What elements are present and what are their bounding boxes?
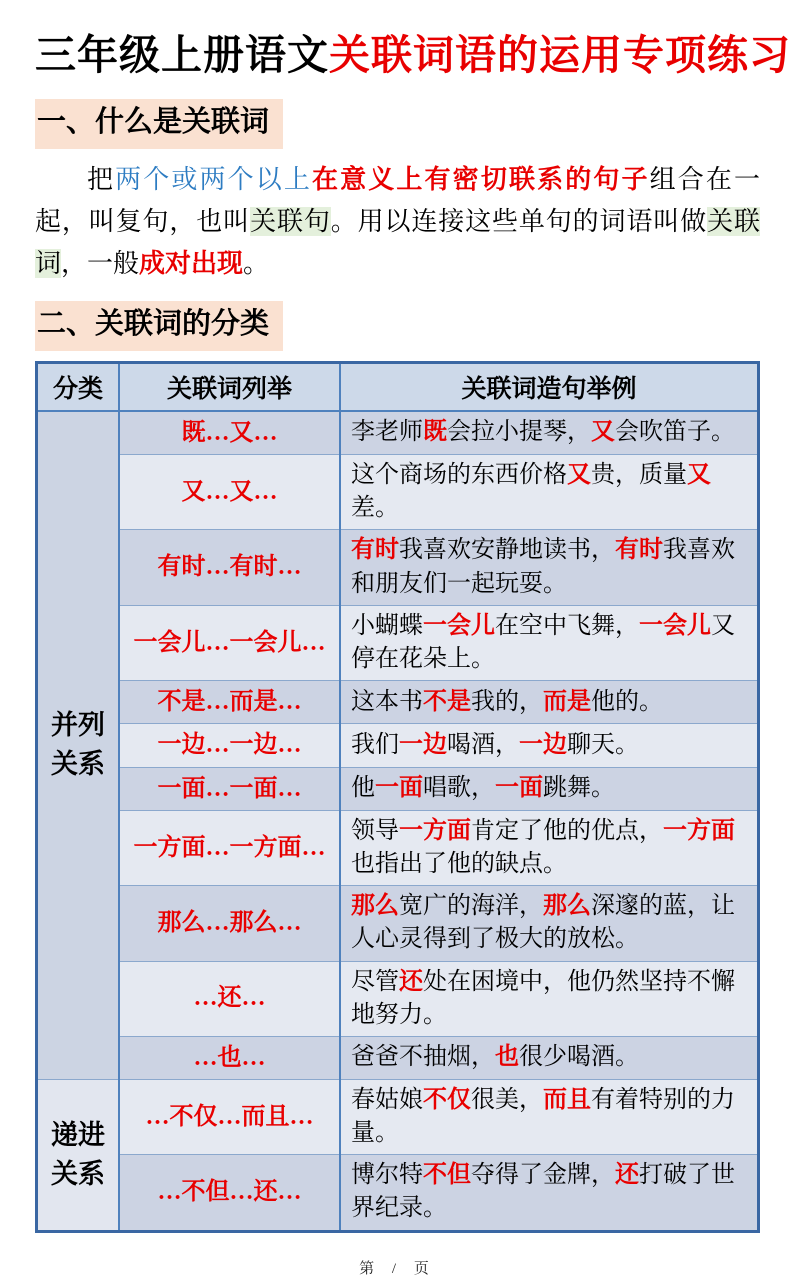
- header-example: 关联词造句举例: [340, 362, 759, 411]
- text-run: 贵，质量: [591, 462, 687, 489]
- text-run: 我喜欢安静地读书，: [399, 537, 615, 564]
- conjunction-cell: 不是…而是…: [119, 680, 340, 723]
- header-category: 分类: [37, 362, 120, 411]
- text-run: 又停在花朵上。: [351, 612, 735, 672]
- table-row: [37, 680, 759, 723]
- keyword-red: 还: [399, 968, 423, 995]
- text-run: 聊天。: [567, 731, 639, 758]
- keyword-red: 一边: [519, 731, 567, 758]
- keyword-red: 那么: [351, 893, 399, 920]
- text-run: 在空中飞舞，: [495, 612, 639, 639]
- text-run: 我喜欢和朋友们一起玩耍。: [351, 537, 735, 597]
- table-row: [37, 961, 759, 1036]
- keyword-red: 又: [591, 419, 615, 446]
- text-run: 很美，: [471, 1087, 543, 1114]
- text-run: 这本书: [351, 688, 423, 715]
- keyword-red: 而且: [543, 1087, 591, 1114]
- conjunction-cell: 一边…一边…: [119, 724, 340, 767]
- text-run: 组合在一起，叫复句，也叫: [35, 164, 760, 236]
- conjunction-table: [35, 361, 760, 1233]
- keyword-red: 有时: [615, 537, 663, 564]
- text-run: 。: [243, 249, 270, 279]
- keyword-red: 一方面: [399, 818, 471, 845]
- section2-heading-text: 二、关联词的分类: [35, 301, 283, 351]
- conjunction-cell: 又…又…: [119, 455, 340, 530]
- example-cell: [340, 811, 759, 886]
- category-cell: 并列关系: [37, 411, 120, 1080]
- text-run: 我们: [351, 731, 399, 758]
- keyword-red: 一方面: [663, 818, 735, 845]
- keyword-highlighted: 关联句: [250, 206, 331, 236]
- category-cell: 递进关系: [37, 1080, 120, 1231]
- keyword-red: 那么: [543, 893, 591, 920]
- keyword-highlighted: 关联词: [35, 206, 760, 279]
- text-run: 把: [87, 164, 116, 194]
- keyword-red: 一会儿: [639, 612, 711, 639]
- table-row: [37, 1155, 759, 1231]
- example-cell: [340, 961, 759, 1036]
- table-row: [37, 811, 759, 886]
- example-cell: [340, 680, 759, 723]
- table-row: [37, 530, 759, 605]
- conjunction-cell: 既…又…: [119, 411, 340, 455]
- text-run: 他的。: [591, 688, 663, 715]
- section1-heading: [35, 99, 760, 149]
- keyword-red: 又: [567, 462, 591, 489]
- text-run: 跳舞。: [543, 775, 615, 802]
- text-run: 他: [351, 775, 375, 802]
- keyword-red: 有时: [351, 537, 399, 564]
- table-row: [37, 411, 759, 455]
- example-cell: [340, 1155, 759, 1231]
- intro-paragraph: [35, 159, 760, 285]
- example-cell: [340, 455, 759, 530]
- table-header-row: [37, 362, 759, 411]
- example-cell: [340, 886, 759, 961]
- table-row: [37, 886, 759, 961]
- example-cell: [340, 1036, 759, 1079]
- example-cell: [340, 724, 759, 767]
- table-row: [37, 1036, 759, 1079]
- text-run: 李老师: [351, 419, 423, 446]
- text-run: 喝酒，: [447, 731, 519, 758]
- conjunction-cell: 有时…有时…: [119, 530, 340, 605]
- keyword-red: 既: [423, 419, 447, 446]
- text-run: 宽广的海洋，: [399, 893, 543, 920]
- text-run: 小蝴蝶: [351, 612, 423, 639]
- text-run: 差。: [351, 495, 399, 522]
- text-run: 处在困境中，他仍然坚持不懈地努力。: [351, 968, 735, 1028]
- text-run: 深邃的蓝，让人心灵得到了极大的放松。: [351, 893, 735, 953]
- header-conjunction-list: 关联词列举: [119, 362, 340, 411]
- keyword-red: 成对出现: [139, 249, 244, 279]
- text-run: 有着特别的力量。: [351, 1087, 735, 1147]
- text-run: 打破了世界纪录。: [351, 1162, 735, 1222]
- conjunction-cell: 一面…一面…: [119, 767, 340, 810]
- conjunction-cell: …不但…还…: [119, 1155, 340, 1231]
- example-cell: [340, 605, 759, 680]
- text-run: 会吹笛子。: [615, 419, 735, 446]
- table-body: [37, 411, 759, 1231]
- text-run: 也指出了他的缺点。: [351, 851, 567, 878]
- table-row: [37, 767, 759, 810]
- title-grade-part: 三年级上册语文: [35, 32, 329, 78]
- conjunction-cell: …还…: [119, 961, 340, 1036]
- keyword-red: 不仅: [423, 1087, 471, 1114]
- keyword-red: 一面: [495, 775, 543, 802]
- keyword-red: 又: [687, 462, 711, 489]
- keyword-red: 不是: [423, 688, 471, 715]
- page-footer: 第 / 页: [359, 1260, 436, 1277]
- example-cell: [340, 530, 759, 605]
- keyword-red: 而是: [543, 688, 591, 715]
- table-row: [37, 724, 759, 767]
- conjunction-cell: 一方面…一方面…: [119, 811, 340, 886]
- text-run: 很少喝酒。: [519, 1044, 639, 1071]
- conjunction-cell: 那么…那么…: [119, 886, 340, 961]
- example-cell: [340, 1080, 759, 1155]
- text-run: 我的，: [471, 688, 543, 715]
- text-run: 夺得了金牌，: [471, 1162, 615, 1189]
- text-run: 领导: [351, 818, 399, 845]
- text-run: 这个商场的东西价格: [351, 462, 567, 489]
- text-run: 尽管: [351, 968, 399, 995]
- conjunction-cell: 一会儿…一会儿…: [119, 605, 340, 680]
- example-cell: [340, 767, 759, 810]
- text-run: 爸爸不抽烟，: [351, 1044, 495, 1071]
- keyword-red: 一会儿: [423, 612, 495, 639]
- text-run: ，一般: [61, 249, 140, 279]
- text-run: 肯定了他的优点，: [471, 818, 663, 845]
- table-row: [37, 1080, 759, 1155]
- conjunction-cell: …不仅…而且…: [119, 1080, 340, 1155]
- example-cell: [340, 411, 759, 455]
- table-header: [37, 362, 759, 411]
- section1-heading-text: 一、什么是关联词: [35, 99, 283, 149]
- conjunction-cell: …也…: [119, 1036, 340, 1079]
- title-topic-part: 关联词语的运用专项练习: [329, 32, 791, 78]
- text-run: 。用以连接这些单句的词语叫做: [330, 206, 708, 236]
- keyword-red: 一面: [375, 775, 423, 802]
- page-title: [35, 32, 791, 79]
- section2-heading: [35, 301, 760, 351]
- text-run: 博尔特: [351, 1162, 423, 1189]
- table-row: [37, 455, 759, 530]
- keyword-red: 还: [615, 1162, 639, 1189]
- keyword-red: 一边: [399, 731, 447, 758]
- keyword-red: 在意义上有密切联系的句子: [312, 164, 650, 194]
- keyword-red: 也: [495, 1044, 519, 1071]
- keyword-blue: 两个或两个以上: [115, 164, 313, 194]
- text-run: 唱歌，: [423, 775, 495, 802]
- text-run: 春姑娘: [351, 1087, 423, 1114]
- keyword-red: 不但: [423, 1162, 471, 1189]
- text-run: 会拉小提琴，: [447, 419, 591, 446]
- table-row: [37, 605, 759, 680]
